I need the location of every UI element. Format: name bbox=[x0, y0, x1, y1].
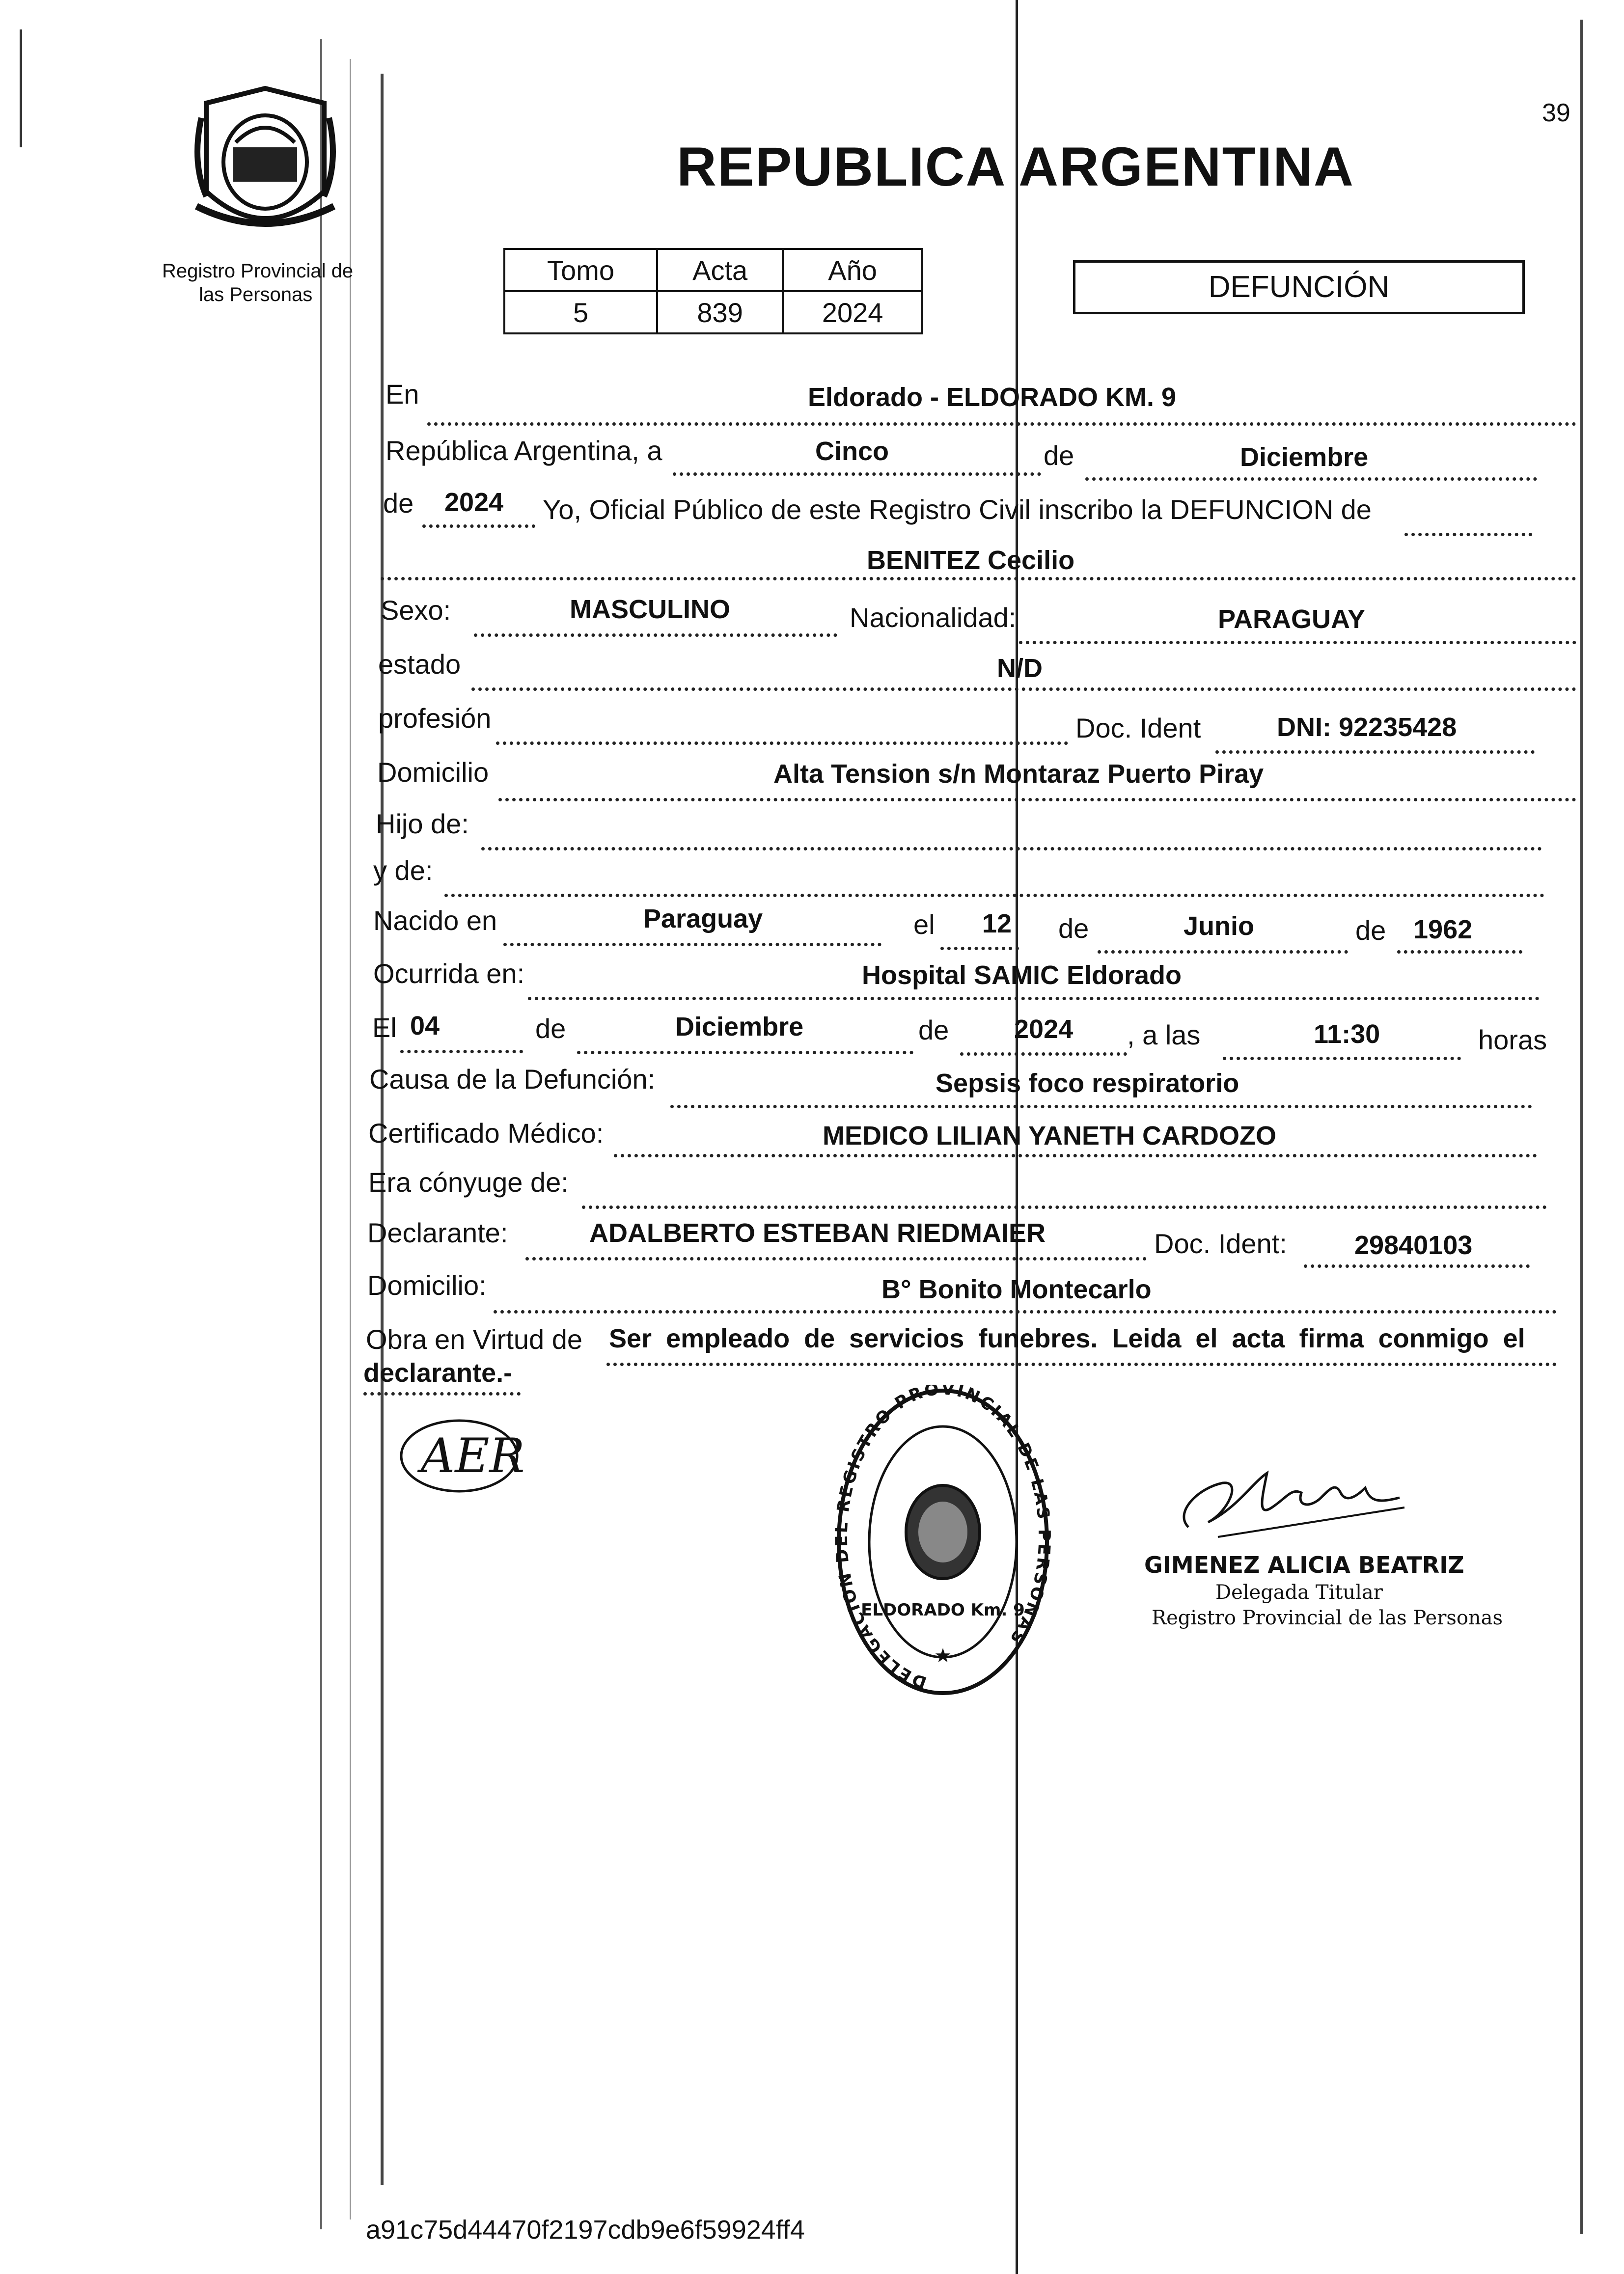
page-number: 39 bbox=[1542, 99, 1570, 127]
nacionalidad-label: Nacionalidad: bbox=[850, 602, 1017, 633]
name-line bbox=[381, 577, 1576, 580]
hijo-label: Hijo de: bbox=[376, 808, 469, 839]
registry-name-line2: las Personas bbox=[199, 284, 313, 305]
causa-value: Sepsis foco respiratorio bbox=[936, 1069, 1239, 1098]
ocurrida-line bbox=[528, 997, 1540, 1000]
sexo-label: Sexo: bbox=[381, 595, 451, 626]
table-value-tomo: 5 bbox=[504, 291, 657, 333]
profesion-label: profesión bbox=[378, 703, 492, 734]
domicilio-label: Domicilio bbox=[377, 757, 489, 788]
sexo-line bbox=[474, 633, 837, 637]
yde-label: y de: bbox=[373, 855, 433, 886]
month-line bbox=[1085, 477, 1537, 481]
en-value: Eldorado - ELDORADO KM. 9 bbox=[808, 383, 1177, 412]
obra-value-line1: Ser empleado de servicios funebres. Leida el acta firma conmigo el bbox=[609, 1324, 1525, 1353]
signatory-name: GIMENEZ ALICIA BEATRIZ bbox=[1144, 1552, 1464, 1578]
month-value: Diciembre bbox=[1240, 442, 1369, 472]
obra-value-line2: declarante.- bbox=[363, 1358, 513, 1388]
decl-dom-line bbox=[494, 1310, 1557, 1314]
statement-text: Yo, Oficial Público de este Registro Civil inscribo la DEFUNCION de bbox=[543, 494, 1372, 525]
stamp-ring-text: DELEGACION REGISTRO PROVINCIAL DE LA RSONAS bbox=[835, 1385, 1051, 1693]
estado-line bbox=[471, 687, 1576, 691]
obra-line2 bbox=[363, 1392, 521, 1396]
record-table bbox=[503, 248, 923, 334]
death-de2-label: de bbox=[918, 1014, 949, 1045]
document-type-box bbox=[1073, 260, 1525, 314]
table-value-ano: 2024 bbox=[783, 291, 922, 333]
el-label: el bbox=[913, 909, 935, 940]
official-stamp bbox=[835, 1385, 1051, 1699]
conyuge-line bbox=[582, 1205, 1547, 1209]
birth-month-line bbox=[1098, 950, 1348, 954]
signatory-role: Delegada Titular bbox=[1215, 1581, 1383, 1604]
decl-dom-label: Domicilio: bbox=[367, 1270, 487, 1301]
hijo-line bbox=[481, 847, 1542, 850]
yde-line bbox=[444, 894, 1544, 897]
profesion-line bbox=[496, 741, 1068, 745]
death-day: 04 bbox=[410, 1011, 440, 1041]
sexo-value: MASCULINO bbox=[570, 595, 730, 624]
declarante-label: Declarante: bbox=[367, 1217, 508, 1248]
death-day-line bbox=[400, 1050, 523, 1053]
en-label: En bbox=[385, 379, 419, 410]
cert-value: MEDICO LILIAN YANETH CARDOZO bbox=[823, 1121, 1277, 1151]
table-header-tomo: Tomo bbox=[504, 249, 657, 291]
rep-label: República Argentina, a bbox=[385, 435, 662, 466]
death-time: 11:30 bbox=[1314, 1019, 1380, 1049]
nacionalidad-value: PARAGUAY bbox=[1218, 604, 1366, 634]
ocurrida-value: Hospital SAMIC Eldorado bbox=[862, 960, 1182, 990]
table-header-acta: Acta bbox=[657, 249, 783, 291]
page-title: REPUBLICA ARGENTINA bbox=[677, 136, 1354, 197]
de-label: de bbox=[1044, 440, 1074, 471]
death-month: Diciembre bbox=[675, 1012, 804, 1041]
stamp-inner-text: ELDORADO Km. 9 bbox=[861, 1600, 1025, 1620]
initials-text: AER bbox=[421, 1428, 523, 1483]
conyuge-label: Era cónyuge de: bbox=[368, 1167, 569, 1198]
death-de1-label: de bbox=[535, 1013, 566, 1044]
deceased-name: BENITEZ Cecilio bbox=[867, 546, 1075, 575]
nacido-line bbox=[503, 943, 881, 946]
declarante-line bbox=[525, 1257, 1147, 1260]
alas-label: , a las bbox=[1127, 1019, 1201, 1050]
doc-label: Doc. Ident bbox=[1075, 712, 1201, 743]
cert-label: Certificado Médico: bbox=[368, 1118, 604, 1149]
table-value-acta: 839 bbox=[657, 291, 783, 333]
obra-line bbox=[606, 1363, 1557, 1366]
binding-line-2 bbox=[350, 59, 351, 2219]
signatory-office: Registro Provincial de las Personas bbox=[1152, 1607, 1503, 1629]
svg-text:★: ★ bbox=[934, 1645, 952, 1667]
domicilio-line bbox=[498, 798, 1576, 801]
birth-de1-label: de bbox=[1058, 913, 1089, 944]
left-margin-line bbox=[20, 29, 22, 147]
birth-day: 12 bbox=[982, 909, 1012, 938]
doc-value: DNI: 92235428 bbox=[1277, 712, 1457, 742]
domicilio-value: Alta Tension s/n Montaraz Puerto Piray bbox=[773, 759, 1264, 789]
decl-doc-line bbox=[1304, 1264, 1530, 1268]
birth-year: 1962 bbox=[1413, 915, 1473, 944]
nacionalidad-line bbox=[1019, 641, 1576, 644]
cert-line bbox=[614, 1154, 1537, 1157]
misiones-coat-of-arms-icon bbox=[187, 83, 344, 246]
horas-label: horas bbox=[1478, 1024, 1547, 1055]
form-right-border bbox=[1580, 20, 1583, 2234]
estado-label: estado bbox=[378, 649, 461, 680]
year-value: 2024 bbox=[444, 488, 504, 517]
ocurrida-label: Ocurrida en: bbox=[373, 958, 525, 989]
handwritten-initials bbox=[395, 1414, 523, 1498]
document-type: DEFUNCIÓN bbox=[1208, 270, 1390, 304]
decl-doc-value: 29840103 bbox=[1354, 1231, 1473, 1260]
declarante-value: ADALBERTO ESTEBAN RIEDMAIER bbox=[589, 1218, 1046, 1248]
registry-name-line1: Registro Provincial de bbox=[162, 260, 354, 282]
year-label: de bbox=[383, 488, 414, 519]
causa-label: Causa de la Defunción: bbox=[369, 1064, 656, 1095]
obra-label: Obra en Virtud de bbox=[366, 1324, 583, 1355]
birth-year-line bbox=[1397, 950, 1522, 954]
birth-month: Junio bbox=[1184, 911, 1254, 941]
causa-line bbox=[670, 1105, 1532, 1108]
el2-label: El bbox=[372, 1012, 397, 1043]
decl-doc-label: Doc. Ident: bbox=[1154, 1228, 1287, 1259]
birth-de2-label: de bbox=[1355, 915, 1386, 946]
death-year: 2024 bbox=[1014, 1014, 1073, 1044]
death-month-line bbox=[577, 1051, 913, 1054]
nacido-value: Paraguay bbox=[643, 904, 763, 933]
year-line bbox=[422, 524, 535, 528]
document-hash: a91c75d44470f2197cdb9e6f59924ff4 bbox=[366, 2215, 805, 2245]
death-year-line bbox=[960, 1052, 1127, 1056]
binding-line-1 bbox=[320, 39, 322, 2229]
day-value: Cinco bbox=[815, 437, 889, 466]
estado-value: N/D bbox=[997, 654, 1043, 683]
birth-day-line bbox=[940, 947, 1019, 950]
doc-line bbox=[1215, 750, 1535, 754]
decl-dom-value: B° Bonito Montecarlo bbox=[881, 1275, 1152, 1304]
provincial-seal bbox=[187, 83, 344, 246]
signature-scribble bbox=[1169, 1453, 1424, 1552]
day-line bbox=[673, 472, 1041, 476]
nacido-label: Nacido en bbox=[373, 905, 497, 936]
statement-line bbox=[1404, 533, 1532, 536]
table-header-ano: Año bbox=[783, 249, 922, 291]
death-time-line bbox=[1223, 1057, 1461, 1060]
en-line bbox=[427, 422, 1576, 426]
